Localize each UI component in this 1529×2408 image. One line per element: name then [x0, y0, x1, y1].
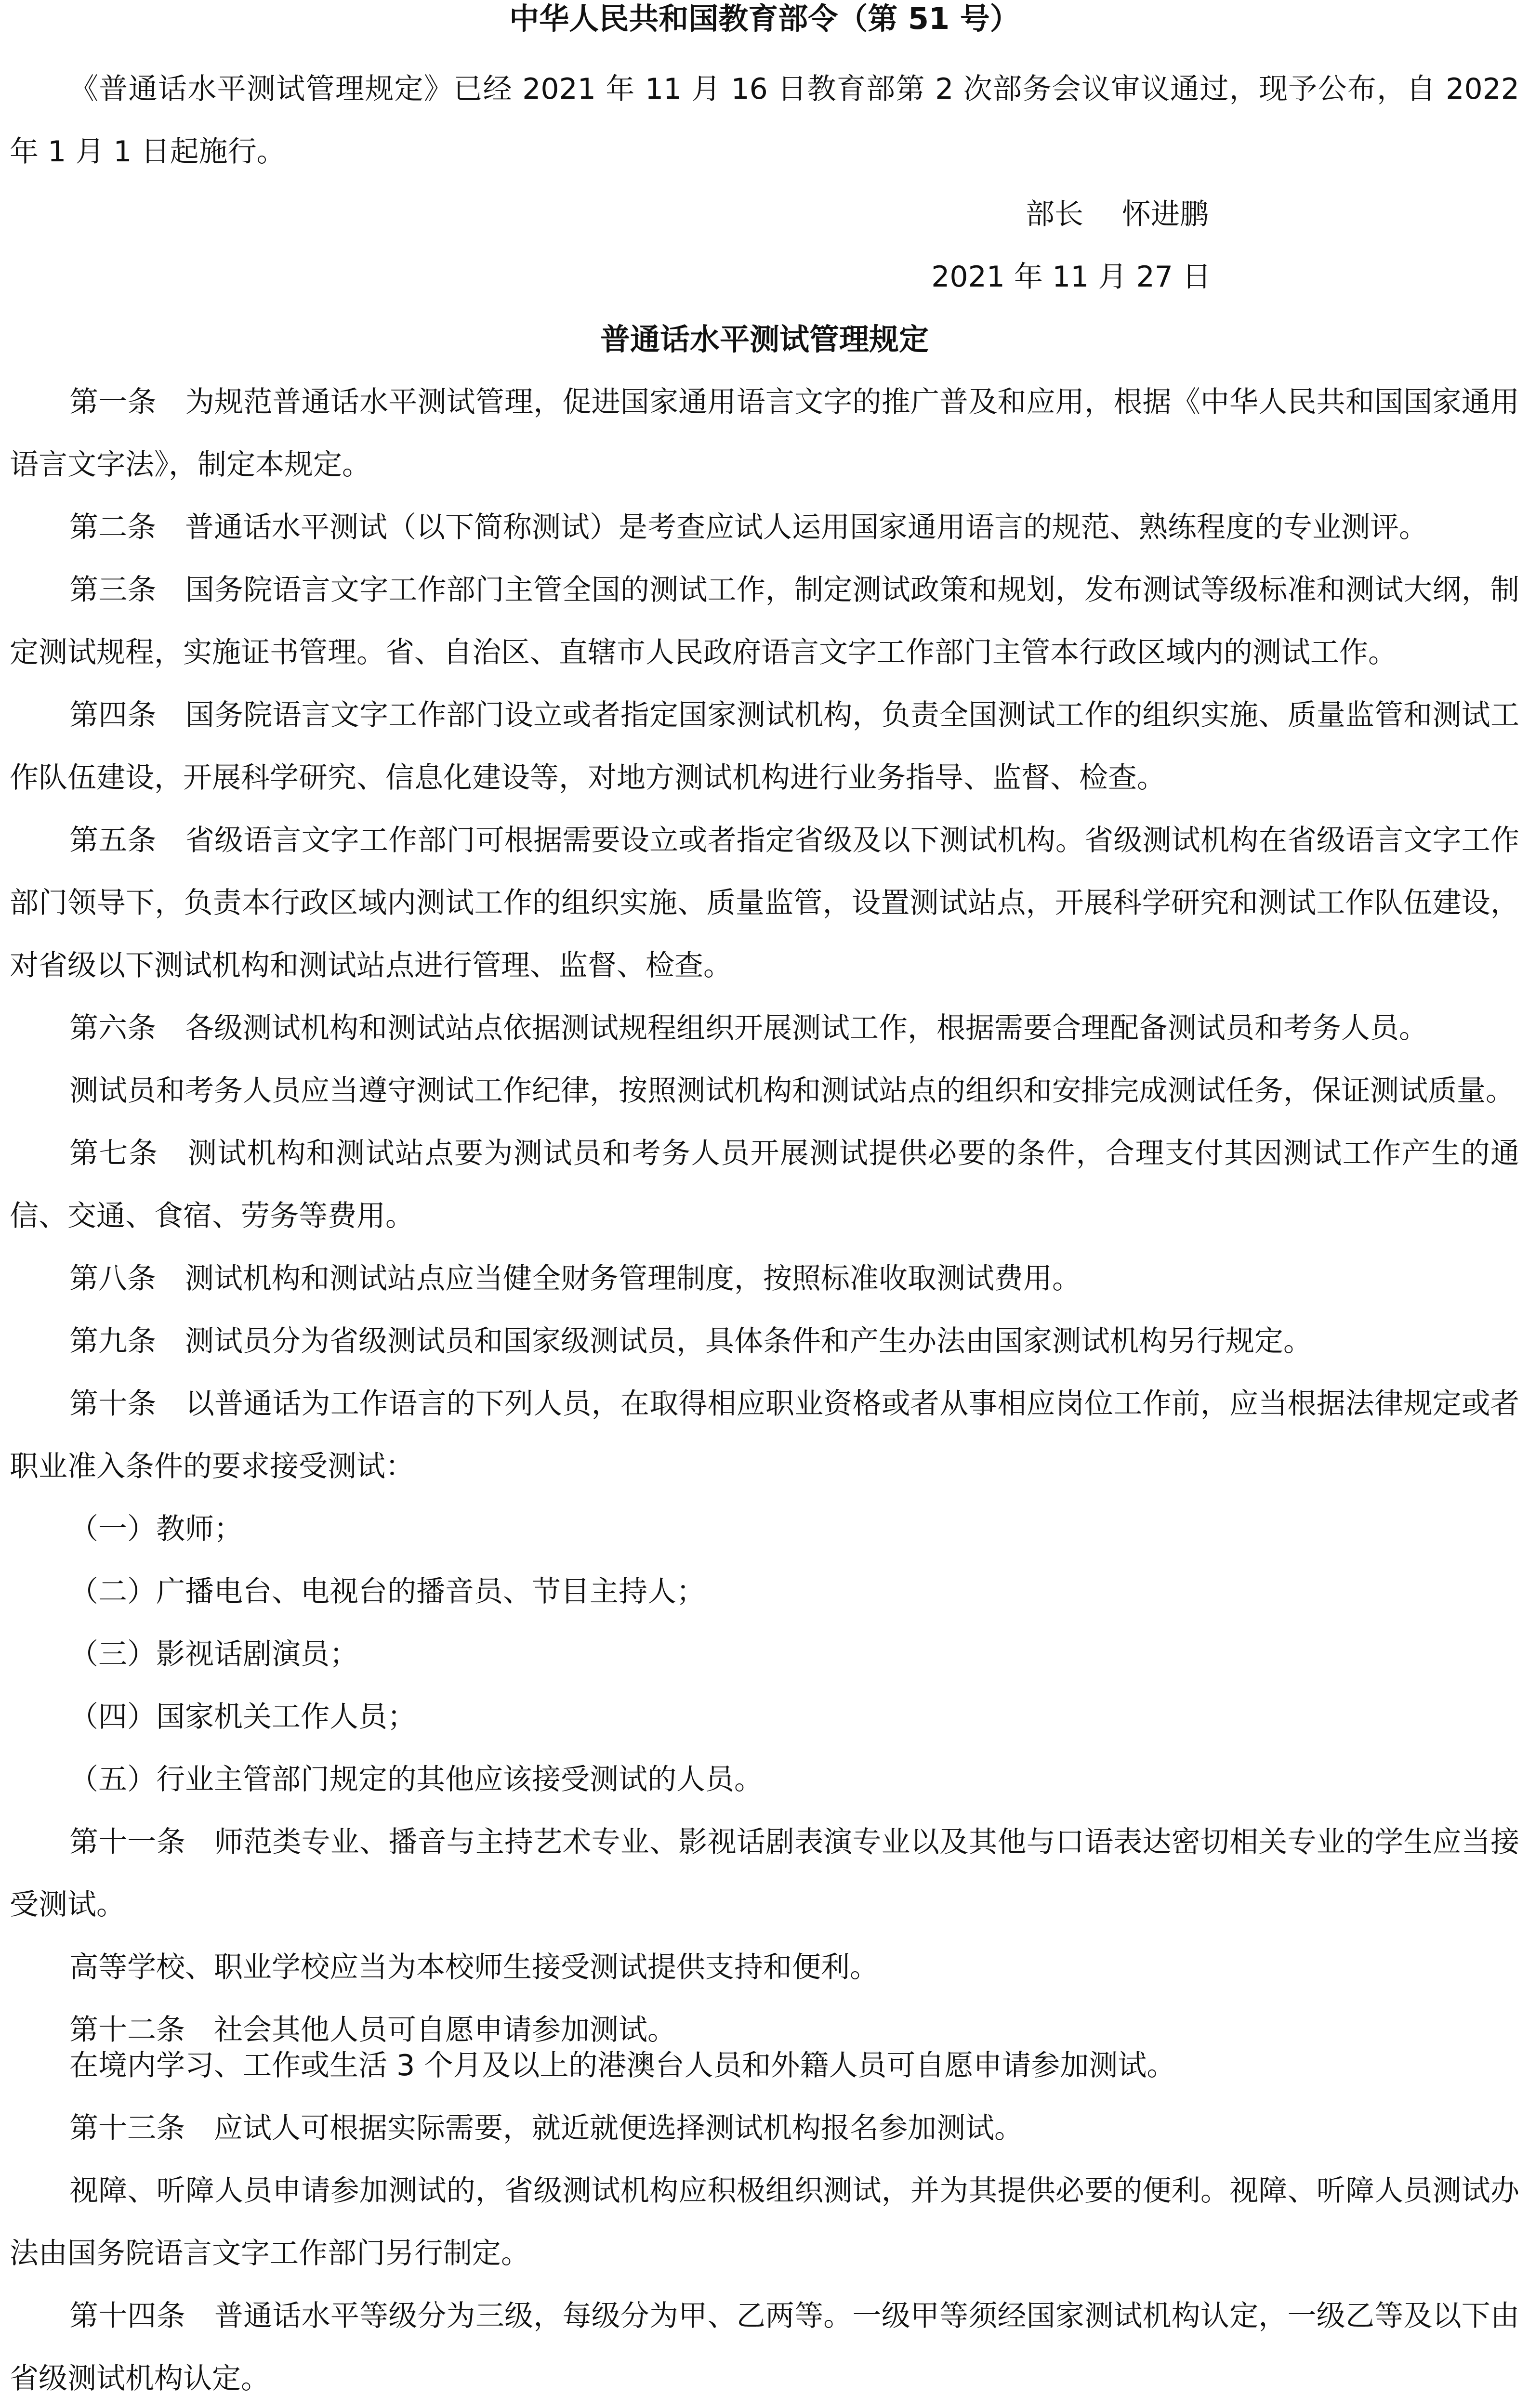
- article-10-item-1: （一）教师；: [69, 1512, 243, 1546]
- article-10-item-5: （五）行业主管部门规定的其他应该接受测试的人员。: [69, 1763, 763, 1796]
- article-10: 第十条 以普通话为工作语言的下列人员，在取得相应职业资格或者从事相应岗位工作前，应当根据法律规定或者职业准入条件的要求接受测试：: [10, 1387, 1519, 1483]
- article-5: 第五条 省级语言文字工作部门可根据需要设立或者指定省级及以下测试机构。省级测试机构在省级语言文字工作部门领导下，负责本行政区域内测试工作的组织实施、质量监管，设置测试站点，开展科学研究和测试工作队伍建设，对省级以下测试机构和测试站点进行管理、监督、检查。: [10, 824, 1519, 982]
- article-10-item-3: （三）影视话剧演员；: [69, 1637, 358, 1671]
- article-14: 第十四条 普通话水平等级分为三级，每级分为甲、乙两等。一级甲等须经国家测试机构认定，一级乙等及以下由省级测试机构认定。: [10, 2299, 1519, 2395]
- article-1: 第一条 为规范普通话水平测试管理，促进国家通用语言文字的推广普及和应用，根据《中华人民共和国国家通用语言文字法》，制定本规定。: [10, 385, 1519, 482]
- signature-line: [10, 183, 1519, 246]
- article-13: 第十三条 应试人可根据实际需要，就近就便选择测试机构报名参加测试。: [69, 2111, 1023, 2145]
- article-10-item-4: （四）国家机关工作人员；: [69, 1700, 416, 1734]
- article-6: 第六条 各级测试机构和测试站点依据测试规程组织开展测试工作，根据需要合理配备测试员和考务人员。: [69, 1011, 1428, 1045]
- document-title: 普通话水平测试管理规定: [600, 322, 929, 357]
- article-3: 第三条 国务院语言文字工作部门主管全国的测试工作，制定测试政策和规划，发布测试等级标准和测试大纲，制定测试规程，实施证书管理。省、自治区、直辖市人民政府语言文字工作部门主管本行政区域内的测试工作。: [10, 573, 1519, 669]
- order-title: 中华人民共和国教育部令（第 51 号）: [509, 1, 1020, 36]
- article-12-para-2: 在境内学习、工作或生活 3 个月及以上的港澳台人员和外籍人员可自愿申请参加测试。: [69, 2049, 1176, 2082]
- article-11: 第十一条 师范类专业、播音与主持艺术专业、影视话剧表演专业以及其他与口语表达密切相关专业的学生应当接受测试。: [10, 1825, 1519, 1922]
- article-7: 第七条 测试机构和测试站点要为测试员和考务人员开展测试提供必要的条件，合理支付其因测试工作产生的通信、交通、食宿、劳务等费用。: [10, 1137, 1519, 1233]
- article-4: 第四条 国务院语言文字工作部门设立或者指定国家测试机构，负责全国测试工作的组织实施、质量监管和测试工作队伍建设，开展科学研究、信息化建设等，对地方测试机构进行业务指导、监督、检查。: [10, 698, 1519, 795]
- article-13-para-2: 视障、听障人员申请参加测试的，省级测试机构应积极组织测试，并为其提供必要的便利。视障、听障人员测试办法由国务院语言文字工作部门另行制定。: [10, 2174, 1519, 2270]
- article-11-para-2: 高等学校、职业学校应当为本校师生接受测试提供支持和便利。: [69, 1950, 879, 1984]
- article-10-item-2: （二）广播电台、电视台的播音员、节目主持人；: [69, 1575, 705, 1609]
- signature-date: 2021 年 11 月 27 日: [931, 260, 1211, 294]
- signature-role: 部长: [1026, 197, 1083, 231]
- article-2: 第二条 普通话水平测试（以下简称测试）是考查应试人运用国家通用语言的规范、熟练程度的专业测评。: [69, 510, 1428, 544]
- article-12: 第十二条 社会其他人员可自愿申请参加测试。: [69, 2013, 676, 2047]
- article-8: 第八条 测试机构和测试站点应当健全财务管理制度，按照标准收取测试费用。: [69, 1262, 1081, 1296]
- article-9: 第九条 测试员分为省级测试员和国家级测试员，具体条件和产生办法由国家测试机构另行规定。: [69, 1324, 1312, 1358]
- signature-name: 怀进鹏: [1122, 197, 1209, 231]
- intro-paragraph: 《普通话水平测试管理规定》已经 2021 年 11 月 16 日教育部第 2 次部务会议审议通过，现予公布，自 2022 年 1 月 1 日起施行。: [10, 72, 1519, 169]
- article-6-para-2: 测试员和考务人员应当遵守测试工作纪律，按照测试机构和测试站点的组织和安排完成测试任务，保证测试质量。: [69, 1074, 1515, 1108]
